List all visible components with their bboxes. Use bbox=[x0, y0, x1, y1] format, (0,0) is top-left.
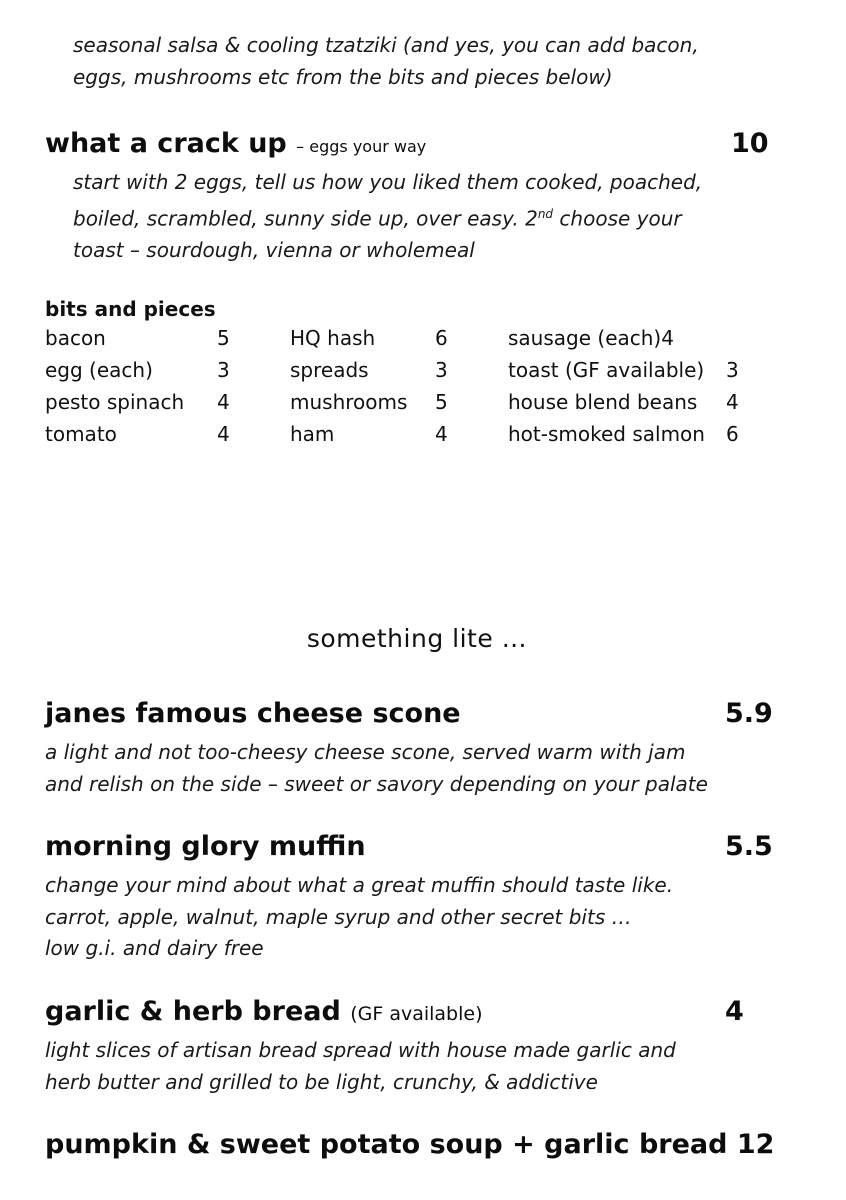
bits-item-name: mushrooms bbox=[290, 390, 408, 414]
crack-up-line-2 bbox=[73, 199, 702, 235]
crack-up-price: 10 bbox=[731, 128, 769, 159]
scone-line-1: a light and not too-cheesy cheese scone, served warm with jam bbox=[45, 740, 686, 764]
muffin-description bbox=[45, 870, 673, 965]
bits-item-name: house blend beans bbox=[508, 390, 698, 414]
bits-heading: bits and pieces bbox=[45, 297, 216, 321]
scone-description bbox=[45, 737, 708, 800]
bits-item-price: 6 bbox=[726, 422, 739, 446]
muffin-title: morning glory muffin bbox=[45, 831, 366, 862]
muffin-line-3: low g.i. and dairy free bbox=[45, 936, 264, 960]
soup-title: pumpkin & sweet potato soup + garlic bread 12 bbox=[45, 1129, 775, 1160]
bits-item-name: spreads bbox=[290, 358, 369, 382]
crack-up-title-text: what a crack up bbox=[45, 128, 287, 159]
bits-item-name: egg (each) bbox=[45, 358, 153, 382]
crack-up-line-2-post: choose your bbox=[553, 206, 682, 231]
bits-item-price: 4 bbox=[217, 390, 230, 414]
muffin-price: 5.5 bbox=[725, 831, 773, 862]
scone-price: 5.9 bbox=[725, 698, 773, 729]
crack-up-subtitle: – eggs your way bbox=[296, 137, 427, 156]
ordinal-suffix: nd bbox=[537, 206, 554, 221]
bits-item-name: ham bbox=[290, 422, 335, 446]
bits-item-name: HQ hash bbox=[290, 326, 376, 350]
bits-item-price: 5 bbox=[435, 390, 448, 414]
garlic-line-2: herb butter and grilled to be light, crunchy, & addictive bbox=[45, 1069, 598, 1094]
bits-item-price: 3 bbox=[726, 358, 739, 382]
bits-item-price: 3 bbox=[435, 358, 448, 382]
garlic-line-1: light slices of artisan bread spread with house made garlic and bbox=[45, 1038, 676, 1062]
crack-up-description bbox=[73, 167, 702, 266]
crack-up-title bbox=[45, 128, 426, 159]
garlic-price: 4 bbox=[725, 996, 744, 1027]
intro-line-2: eggs, mushrooms etc from the bits and pieces below) bbox=[73, 64, 613, 89]
intro-line-1: seasonal salsa & cooling tzatziki (and yes, you can add bacon, bbox=[73, 33, 699, 57]
muffin-line-2: carrot, apple, walnut, maple syrup and other secret bits … bbox=[45, 904, 632, 929]
crack-up-line-3: toast – sourdough, vienna or wholemeal bbox=[73, 237, 475, 262]
scone-title: janes famous cheese scone bbox=[45, 698, 461, 729]
intro-description bbox=[73, 30, 699, 93]
garlic-title bbox=[45, 996, 483, 1027]
crack-up-line-2-pre: boiled, scrambled, sunny side up, over easy. 2 bbox=[73, 206, 538, 231]
bits-item-price: 4 bbox=[726, 390, 739, 414]
muffin-line-1: change your mind about what a great muffin should taste like. bbox=[45, 873, 674, 897]
bits-item-price: 6 bbox=[435, 326, 448, 350]
bits-item-price: 5 bbox=[217, 326, 230, 350]
garlic-subtitle: (GF available) bbox=[350, 1003, 483, 1025]
bits-item-name: hot-smoked salmon bbox=[508, 422, 705, 446]
bits-item-price: 3 bbox=[217, 358, 230, 382]
bits-item-name: tomato bbox=[45, 422, 117, 446]
garlic-description bbox=[45, 1035, 676, 1098]
bits-item-name: toast (GF available) bbox=[508, 358, 705, 382]
garlic-title-text: garlic & herb bread bbox=[45, 996, 341, 1027]
bits-item-price: 4 bbox=[435, 422, 448, 446]
section-heading-lite: something lite … bbox=[306, 624, 528, 653]
bits-item-name: sausage (each)4 bbox=[508, 326, 674, 350]
scone-line-2: and relish on the side – sweet or savory depending on your palate bbox=[45, 771, 708, 796]
bits-item-price: 4 bbox=[217, 422, 230, 446]
crack-up-line-1: start with 2 eggs, tell us how you liked them cooked, poached, bbox=[73, 170, 703, 194]
bits-item-name: bacon bbox=[45, 326, 106, 350]
bits-item-name: pesto spinach bbox=[45, 390, 185, 414]
